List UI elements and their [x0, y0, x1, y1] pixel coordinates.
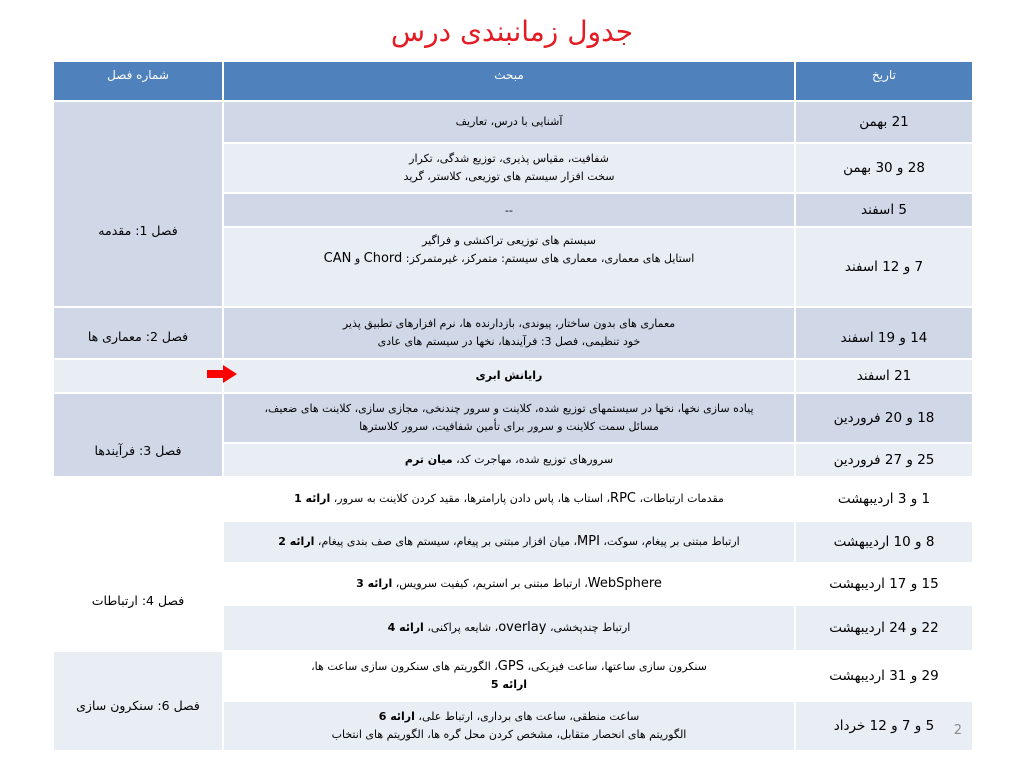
header-date: تاریخ	[795, 61, 973, 101]
topic-cell: ارتباط چندپخشی، overlay، شایعه پراکنی، ارائه 4	[223, 605, 795, 651]
topic-line: سخت افزار سیستم های توزیعی، کلاستر، گرید	[403, 170, 615, 183]
topic-bold: ارائه 5	[490, 678, 528, 691]
can-term: CAN	[323, 251, 352, 266]
topic-line: سنکرون سازی ساعتها، ساعت فیزیکی، GPS، الگوریتم های سنکرون سازی ساعت ها،	[311, 659, 707, 674]
empty-chapter-cell	[53, 359, 223, 393]
topic-bold: رایانش ابری	[475, 369, 543, 382]
date-cell: 29 و 31 اردیبهشت	[795, 651, 973, 701]
date-cell: 28 و 30 بهمن	[795, 143, 973, 193]
topic-cell: مقدمات ارتباطات، RPC، استاب ها، پاس دادن پارامترها، مقید کردن کلاینت به سرور، ارائه 1	[223, 477, 795, 521]
slide-title: جدول زمانبندی درس	[390, 15, 634, 48]
topic-line: ساعت منطقی، ساعت های برداری، ارتباط علی، ارائه 6	[378, 710, 640, 723]
table-row	[53, 393, 973, 443]
topic-cell: آشنایی با درس، تعاریف	[223, 101, 795, 143]
topic-cell	[223, 143, 795, 193]
topic-cell	[223, 651, 795, 701]
topic-cell: ارتباط مبتنی بر پیغام، سوکت، MPI، میان افزار مبتنی بر پیغام، سیستم های صف بندی پیغام، ارائه 2	[223, 521, 795, 563]
chapter-3-cell: فصل 3: فرآیندها	[53, 393, 223, 477]
topic-line: مسائل سمت کلاینت و سرور برای تأمین شفافیت، سرور کلاسترها	[359, 420, 659, 433]
gps-term: GPS	[497, 659, 524, 674]
overlay-term: overlay	[498, 620, 547, 635]
mpi-term: MPI	[577, 534, 600, 549]
topic-cell	[223, 307, 795, 359]
date-cell: 8 و 10 اردیبهشت	[795, 521, 973, 563]
topic-line: سیستم های توزیعی تراکنشی و فراگیر	[422, 234, 596, 247]
date-cell: 7 و 12 اسفند	[795, 227, 973, 307]
date-cell: 15 و 17 اردیبهشت	[795, 563, 973, 605]
topic-cell	[223, 359, 795, 393]
date-cell: 1 و 3 اردیبهشت	[795, 477, 973, 521]
topic-line: پیاده سازی نخها، نخها در سیستمهای توزیع شده، کلاینت و سرور چندنخی، مجازی سازی، کلاینت های ضعیف،	[264, 402, 754, 415]
rpc-term: RPC	[610, 491, 636, 506]
topic-line: معماری های بدون ساختار، پیوندی، بازدارنده ها، نرم افزارهای تطبیق پذیر	[342, 317, 676, 330]
table-header-row	[53, 61, 973, 101]
date-cell: 21 اسفند	[795, 359, 973, 393]
topic-line: شفافیت، مقیاس پذیری، توزیع شدگی، تکرار	[409, 152, 609, 165]
chord-term: Chord	[363, 251, 403, 266]
date-cell: 21 بهمن	[795, 101, 973, 143]
topic-line: استایل های معماری، معماری های سیستم: متمرکز، غیرمتمرکز: Chord و CAN	[323, 251, 695, 266]
header-topic: مبحث	[223, 61, 795, 101]
arrow-right-icon	[207, 365, 237, 383]
websphere-term: WebSphere	[587, 576, 662, 591]
topic-bold: ارائه 3	[356, 577, 393, 590]
chapter-6-cell: فصل 6: سنکرون سازی	[53, 651, 223, 751]
topic-cell	[223, 701, 795, 751]
date-cell: 22 و 24 اردیبهشت	[795, 605, 973, 651]
date-cell: 5 اسفند	[795, 193, 973, 227]
topic-line: الگوریتم های انحصار متقابل، مشخص کردن محل گره ها، الگوریتم های انتخاب	[331, 728, 687, 741]
table-row	[53, 651, 973, 701]
topic-bold: ارائه 6	[378, 710, 415, 723]
topic-cell	[223, 227, 795, 307]
topic-bold: ارائه 4	[387, 621, 424, 634]
topic-cell: --	[223, 193, 795, 227]
topic-cell: WebSphere، ارتباط مبتنی بر استریم، کیفیت سرویس، ارائه 3	[223, 563, 795, 605]
chapter-4-cell: فصل 4: ارتباطات	[53, 477, 223, 651]
schedule-table	[52, 60, 974, 752]
topic-bold: ارائه 1	[294, 492, 331, 505]
topic-line: خود تنظیمی، فصل 3: فرآیندها، نخها در سیستم های عادی	[377, 335, 641, 348]
topic-cell	[223, 393, 795, 443]
table-row	[53, 477, 973, 521]
topic-cell: سرورهای توزیع شده، مهاجرت کد، میان ترم	[223, 443, 795, 477]
topic-bold: ارائه 2	[278, 535, 315, 548]
table-row	[53, 359, 973, 393]
chapter-1-cell: فصل 1: مقدمه	[53, 101, 223, 307]
date-cell: 18 و 20 فروردین	[795, 393, 973, 443]
table-row	[53, 101, 973, 143]
date-cell: 14 و 19 اسفند	[795, 307, 973, 359]
date-cell: 5 و 7 و 12 خرداد	[795, 701, 973, 751]
topic-bold: میان ترم	[404, 453, 453, 466]
chapter-2-cell: فصل 2: معماری ها	[53, 307, 223, 359]
date-cell: 25 و 27 فروردین	[795, 443, 973, 477]
header-chapter: شماره فصل	[53, 61, 223, 101]
page-number: 2	[953, 723, 962, 738]
